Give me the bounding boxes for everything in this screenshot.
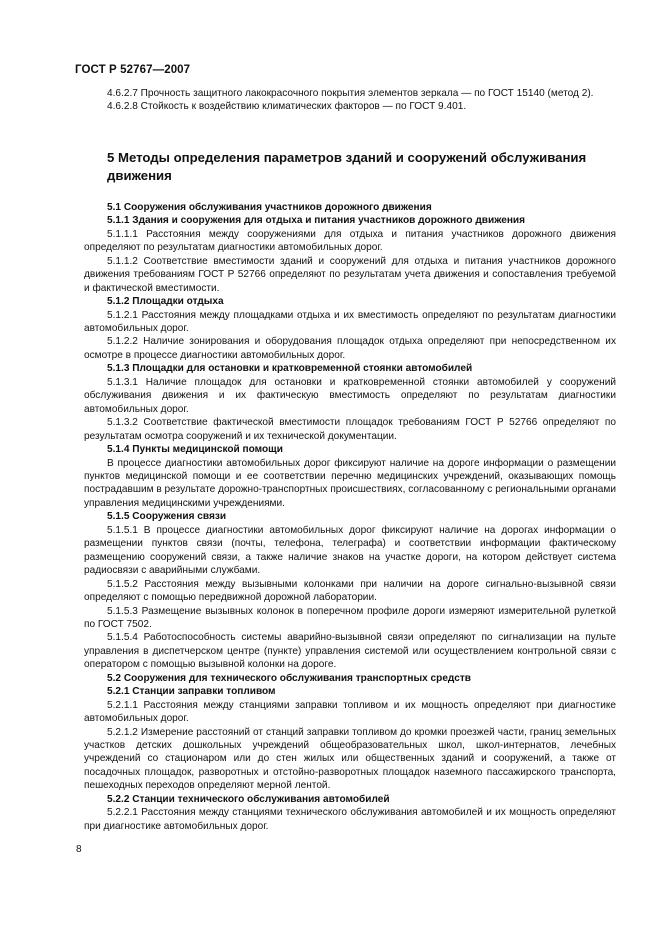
subheading-5-1-2: 5.1.2 Площадки отдыха [107,296,224,308]
document-body [84,87,616,833]
paragraph-5-1-5-4: 5.1.5.4 Работоспособность системы аварийно-вызывной связи определяют по сигнализации на пульте управления в диспетчерском центре (пункте) управления системой или осуществлением контрольной связи с оператором с помощью вызывной колонки на дороге. [84,632,616,671]
subheading-5-1-4: 5.1.4 Пункты медицинской помощи [107,444,283,456]
paragraph-5-1-5-2: 5.1.5.2 Расстояния между вызывными колонками при наличии на дороге сигнально-вызывной связи определяют с помощью передвижной дорожной лаборатории. [84,578,616,604]
paragraph-5-1-4: В процессе диагностики автомобильных дорог фиксируют наличие на дороге информации о размещении пунктов медицинской помощи и ее соответствии перечню медицинских учреждений, оказывающих помощь пострадавшим в результате дорожно-транспортных происшествиях, согласованному с региональными органами управления медицинскими учреждениями. [84,457,616,509]
paragraph-5-1-2-2: 5.1.2.2 Наличие зонирования и оборудования площадок отдыха определяют при непосредственном их осмотре в процессе диагностики автомобильных дорог. [84,336,616,361]
paragraph-5-2-1-2: 5.2.1.2 Измерение расстояний от станций заправки топливом до кромки проезжей части, границ земельных участков детских дошкольных учреждений общеобразовательных школ, школ-интернатов, лечебных учреждений со стационаром или до стен жилых или общественных зданий и сооружений, а также от посадочных площадок, разворотных и отстойно-разворотных площадок наземного пассажирского транспорта, пешеходных переходов определяют мерной лентой. [84,726,616,792]
paragraph-5-1-1-2: 5.1.1.2 Соответствие вместимости зданий и сооружений для отдыха и питания участников дорожного движения требованиям ГОСТ Р 52766 определяют по результатам учета движения и сопоставления требуемой и фактической вместимости. [84,255,616,294]
paragraph-4-6-2-8: 4.6.2.8 Стойкость к воздействию климатических факторов — по ГОСТ 9.401. [107,101,467,113]
subheading-5-1-1: 5.1.1 Здания и сооружения для отдыха и питания участников дорожного движения [107,215,526,227]
paragraph-5-1-2-1: 5.1.2.1 Расстояния между площадками отдыха и их вместимость определяют по результатам диагностики автомобильных дорог. [84,309,616,334]
paragraph-5-2-1-1: 5.2.1.1 Расстояния между станциями заправки топливом и их мощность определяют при диагностике автомобильных дорог. [84,699,616,725]
subheading-5-2-2: 5.2.2 Станции технического обслуживания автомобилей [107,793,390,805]
paragraph-5-1-5-3: 5.1.5.3 Размещение вызывных колонок в поперечном профиле дороги измеряют измерительной рулеткой по ГОСТ 7502. [84,605,616,630]
page-number: 8 [76,844,82,855]
paragraph-5-1-3-2: 5.1.3.2 Соответствие фактической вместимости площадок требованиям ГОСТ Р 52766 определяют по результатам осмотра сооружений и их технической документации. [84,417,616,442]
subheading-5-1-5: 5.1.5 Сооружения связи [107,511,227,523]
paragraph-5-1-5-1: 5.1.5.1 В процессе диагностики автомобильных дорог фиксируют наличие на дорогах информации о размещении пунктов связи (почты, телефона, телеграфа) и соответствии информации фактическому размещению сооружений связи, а также наличие знаков на участке дороги, на котором действует система радиосвязи с аварийными службами. [84,524,616,577]
paragraph-5-1-3-1: 5.1.3.1 Наличие площадок для остановки и кратковременной стоянки автомобилей у сооружений обслуживания движения и их фактическую вместимость определяют по результатам диагностики автомобильных дорог. [84,376,616,415]
section-heading-5: 5 Методы определения параметров зданий и сооружений обслуживания движения [107,149,587,183]
paragraph-5-1-1-1: 5.1.1.1 Расстояния между сооружениями для отдыха и питания участников дорожного движения определяют по результатам диагностики автомобильных дорог. [84,228,616,254]
subheading-5-2-1: 5.2.1 Станции заправки топливом [107,686,276,698]
document-header: ГОСТ Р 52767—2007 [75,64,191,76]
subheading-5-2: 5.2 Сооружения для технического обслуживания транспортных средств [107,672,471,684]
subheading-5-1: 5.1 Сооружения обслуживания участников дорожного движения [107,201,432,213]
paragraph-4-6-2-7: 4.6.2.7 Прочность защитного лакокрасочного покрытия элементов зеркала — по ГОСТ 15140 (метод 2). [107,88,594,99]
paragraph-5-2-2-1: 5.2.2.1 Расстояния между станциями технического обслуживания автомобилей и их мощность определяют при диагностике автомобильных дорог. [84,807,616,832]
subheading-5-1-3: 5.1.3 Площадки для остановки и кратковременной стоянки автомобилей [107,363,473,375]
